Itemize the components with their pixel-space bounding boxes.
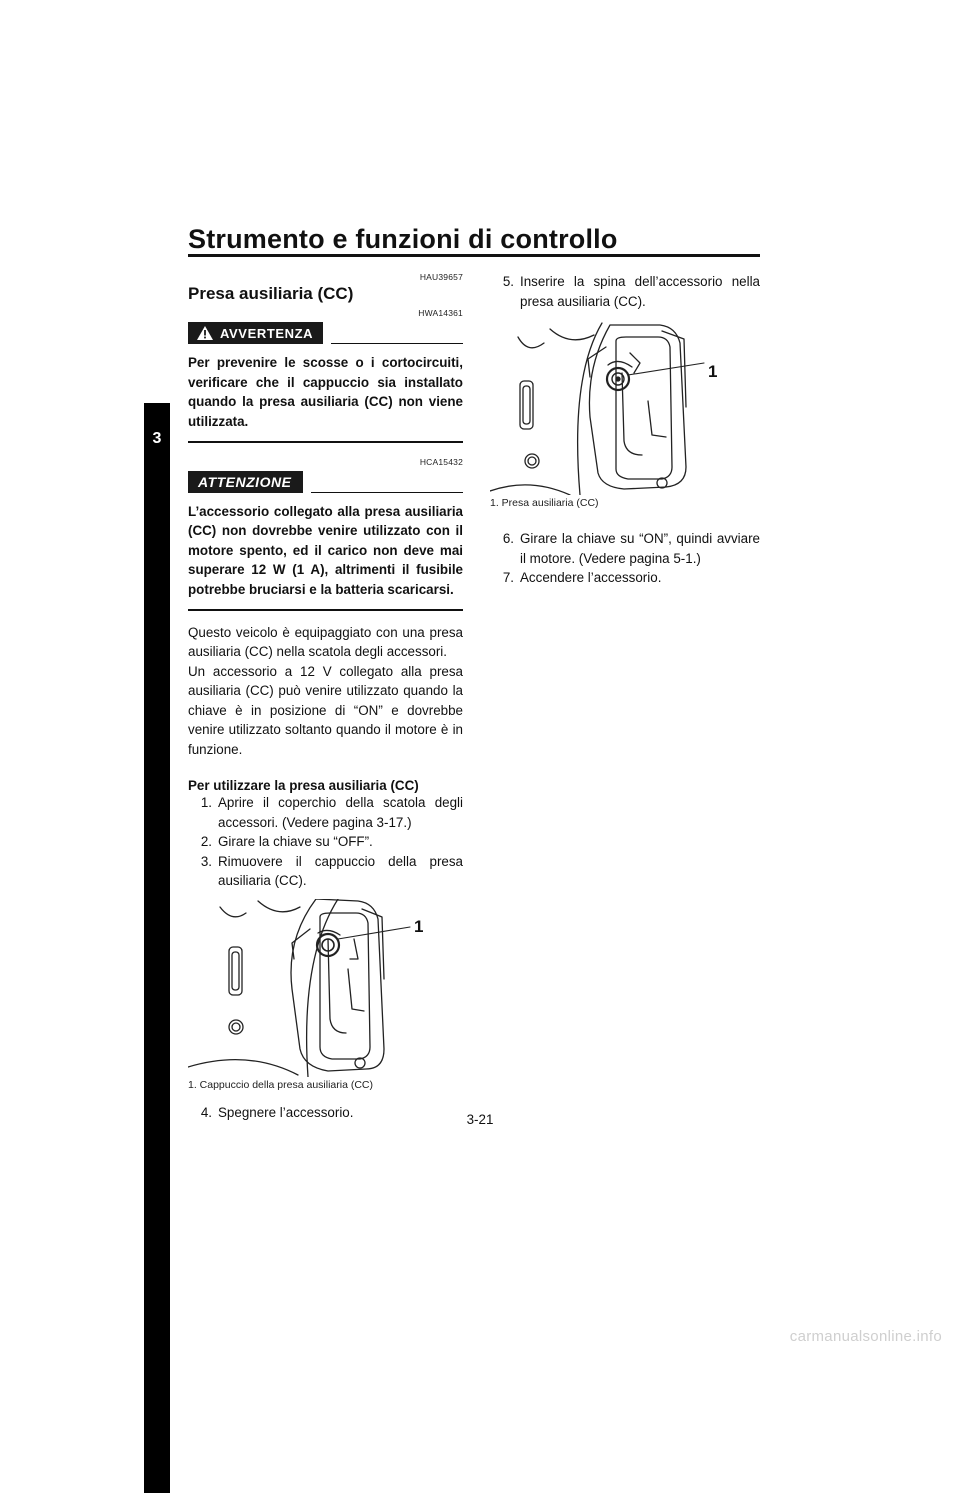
figure-callout: 1: [708, 362, 718, 381]
figure-callout: 1: [414, 916, 424, 936]
caution-header: [188, 471, 463, 493]
body-paragraph: Questo veicolo è equipaggiato con una presa ausiliaria (CC) nella scatola degli accessori.: [188, 624, 463, 659]
cap-illustration: [188, 899, 463, 1077]
left-column: [188, 272, 463, 1122]
reference-code: HWA14361: [418, 308, 463, 318]
figure-cap: [188, 899, 463, 1077]
caution-line: [311, 492, 463, 493]
procedure-steps: [490, 529, 760, 588]
caution-label: ATTENZIONE: [188, 471, 303, 493]
warning-text: Per prevenire le scosse o i cortocircuiti, verificare che il cappuccio sia installato quando la presa ausiliaria (CC) non viene utilizzata.: [188, 355, 463, 429]
warning-header: [188, 322, 463, 344]
watermark: carmanualsonline.info: [789, 1328, 942, 1345]
warning-triangle-icon: [196, 325, 214, 341]
figure-caption: 1. Cappuccio della presa ausiliaria (CC): [188, 1078, 374, 1091]
procedure-steps: [490, 272, 760, 311]
list-item: 1. Aprire il coperchio della scatola degli accessori. (Vedere pagina 3-17.): [200, 795, 463, 830]
body-paragraph: Un accessorio a 12 V collegato alla presa ausiliaria (CC) può venire utilizzato quando la chiave è in posizione di “ON” e dovrebbe venire utilizzato soltanto quando il motore è in funzione.: [188, 663, 463, 757]
page-title: Strumento e funzioni di controllo: [188, 224, 618, 254]
warning-badge: [188, 322, 323, 344]
title-rule: [188, 254, 760, 257]
caution-text: L’accessorio collegato alla presa ausiliaria (CC) non dovrebbe venire utilizzato con il motore spento, ed il carico non deve mai superare 12 W (1 A), altrimenti il fusibile potrebbe bruciarsi e la batteria scaricarsi.: [188, 503, 463, 597]
reference-code: HAU39657: [419, 272, 463, 282]
list-item: 7. Accendere l’accessorio.: [502, 570, 662, 585]
right-column: [490, 272, 760, 588]
warning-line: [331, 343, 463, 344]
figure-caption: 1. Presa ausiliaria (CC): [490, 497, 599, 509]
warning-label: AVVERTENZA: [220, 325, 314, 341]
reference-code: HCA15432: [419, 456, 463, 467]
list-item: 3. Rimuovere il cappuccio della presa ausiliaria (CC).: [200, 853, 463, 888]
warning-end-rule: [188, 441, 463, 443]
chapter-number: 3: [152, 430, 162, 447]
list-item: 5. Inserire la spina dell’accessorio nella presa ausiliaria (CC).: [502, 274, 760, 309]
list-item: 2. Girare la chiave su “OFF”.: [200, 834, 373, 849]
socket-illustration: [490, 317, 760, 495]
list-item: 4. Spegnere l’accessorio.: [200, 1104, 354, 1120]
figure-socket: [490, 317, 760, 495]
list-item: 6. Girare la chiave su “ON”, quindi avviare il motore. (Vedere pagina 5-1.): [502, 531, 760, 566]
procedure-steps: [188, 793, 463, 891]
procedure-heading: Per utilizzare la presa ausiliaria (CC): [188, 778, 419, 793]
caution-end-rule: [188, 609, 463, 611]
section-title: Presa ausiliaria (CC): [188, 284, 354, 303]
page-number: 3-21: [466, 1112, 494, 1127]
chapter-tab: [144, 403, 170, 1493]
